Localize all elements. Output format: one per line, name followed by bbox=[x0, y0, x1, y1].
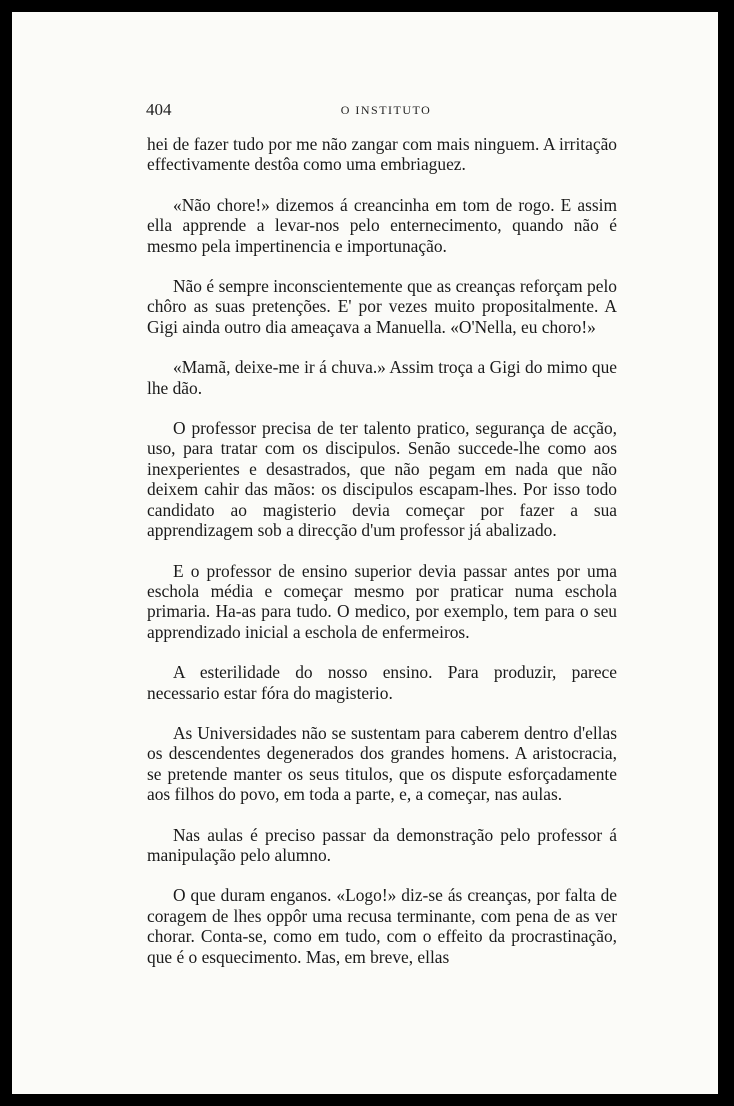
paragraph-4: «Mamã, deixe-me ir á chuva.» Assim troça a Gigi do mimo que lhe dão. bbox=[147, 357, 617, 398]
page-header bbox=[146, 100, 626, 120]
page-body bbox=[147, 134, 617, 987]
paragraph-7: A esterilidade do nosso ensino. Para produzir, parece necessario estar fóra do magisterio. bbox=[147, 662, 617, 703]
paragraph-2: «Não chore!» dizemos á creancinha em tom de rogo. E assim ella apprende a levar-nos pelo enternecimento, quando não é mesmo pela impertinencia e importunação. bbox=[147, 194, 617, 256]
paragraph-8: As Universidades não se sustentam para caberem dentro d'ellas os descendentes degenerados dos grandes homens. A aristocracia, se pretende manter os seus titulos, que os dispute esforçadamente aos filhos do povo, em toda a parte, e, a começar, nas aulas. bbox=[147, 722, 617, 805]
book-page bbox=[12, 12, 718, 1094]
paragraph-5: O professor precisa de ter talento pratico, segurança de acção, uso, para tratar com os discipulos. Senão succede-lhe como aos inexperientes e desastrados, que não pegam em nada que não deixem cahir das mãos: os discipulos escapam-lhes. Por isso todo candidato ao magisterio devia começar por fazer a sua apprendizagem sob a direcção d'um professor já abalizado. bbox=[147, 418, 617, 541]
page-number: 404 bbox=[146, 100, 172, 119]
paragraph-10: O que duram enganos. «Logo!» diz-se ás creanças, por falta de coragem de lhes oppôr uma recusa terminante, com pena de as ver chorar. Conta-se, como em tudo, com o effeito da procrastinação, que é o esquecimento. Mas, em breve, ellas bbox=[147, 885, 617, 967]
paragraph-9: Nas aulas é preciso passar da demonstração pelo professor á manipulação pelo alumno. bbox=[147, 824, 617, 865]
running-title: O INSTITUTO bbox=[340, 103, 432, 117]
paragraph-1: hei de fazer tudo por me não zangar com mais ninguem. A irritação effectivamente destôa como uma embriaguez. bbox=[147, 134, 617, 175]
paragraph-6: E o professor de ensino superior devia passar antes por uma eschola média e começar mesmo por praticar numa eschola primaria. Ha-as para tudo. O medico, por exemplo, tem para o seu apprendizado inicial a eschola de enfermeiros. bbox=[147, 560, 617, 642]
paragraph-3: Não é sempre inconscientemente que as creanças reforçam pelo chôro as suas pretenções. E' por vezes muito propositalmente. A Gigi ainda outro dia ameaçava a Manuella. «O'Nella, eu choro!» bbox=[147, 276, 617, 337]
